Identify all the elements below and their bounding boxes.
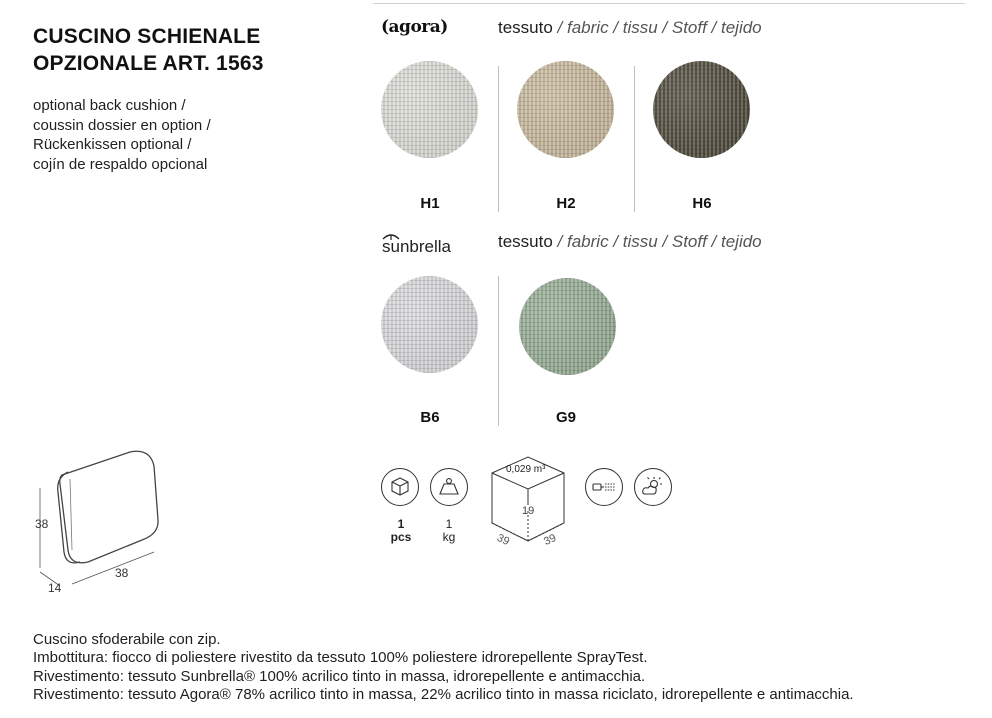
- dimension-width: 38: [115, 566, 129, 580]
- swatch-code-b6: B6: [420, 409, 440, 426]
- box-icon: [381, 468, 419, 506]
- top-divider: [373, 3, 965, 4]
- swatch-h6[interactable]: [653, 61, 750, 158]
- divider: [498, 276, 499, 426]
- sunbrella-fabric-header: [498, 232, 762, 252]
- umbrella-icon: [381, 231, 463, 257]
- dimension-height: 38: [35, 517, 49, 531]
- swatch-h2[interactable]: [517, 61, 614, 158]
- fabric-translations: / fabric / tissu / Stoff / tejido: [557, 18, 762, 37]
- dimension-depth: 14: [48, 581, 62, 595]
- product-title: [33, 23, 264, 77]
- pieces-info: [381, 518, 421, 544]
- package-volume: 0,029 m³: [506, 464, 546, 475]
- sunbrella-logo-text: sunbrella: [382, 237, 451, 256]
- package-width: 39: [495, 531, 512, 549]
- agora-logo: (agora): [381, 17, 448, 37]
- title-line-2: OPZIONALE ART. 1563: [33, 52, 264, 75]
- divider: [498, 66, 499, 212]
- agora-fabric-header: [498, 18, 762, 38]
- description-line: Rivestimento: tessuto Agora® 78% acrilico tinto in massa, 22% acrilico tinto in massa riciclato, idrorepellente e antimacchia.: [33, 686, 854, 704]
- subtitle-line: coussin dossier en option /: [33, 116, 211, 134]
- swatch-g9[interactable]: [519, 278, 616, 375]
- description-line: Rivestimento: tessuto Sunbrella® 100% acrilico tinto in massa, idrorepellente e antimacchia.: [33, 667, 646, 685]
- package-height: 19: [522, 505, 535, 517]
- swatch-b6[interactable]: [381, 276, 478, 373]
- swatch-h1[interactable]: [381, 61, 478, 158]
- weight-icon: [430, 468, 468, 506]
- weight-unit: kg: [442, 530, 456, 544]
- swatch-code-g9: G9: [555, 409, 576, 426]
- swatch-code-h6: H6: [692, 195, 712, 212]
- subtitle-line: optional back cushion /: [33, 97, 186, 114]
- pieces-unit: pcs: [390, 530, 412, 544]
- weight-info: [429, 518, 469, 544]
- swatch-code-h2: H2: [556, 195, 576, 212]
- sunbrella-logo: [381, 231, 463, 262]
- package-depth: 39: [542, 531, 559, 549]
- description-line: Imbottitura: fiocco di poliestere rivestito da tessuto 100% poliestere idrorepellente SprayTest.: [33, 649, 648, 667]
- fabric-translations: / fabric / tissu / Stoff / tejido: [557, 232, 762, 251]
- fabric-label: tessuto: [498, 232, 553, 251]
- subtitle-line: Rückenkissen optional /: [33, 136, 192, 153]
- description-line: Cuscino sfoderabile con zip.: [33, 631, 221, 648]
- subtitle-line: cojín de respaldo opcional: [33, 155, 208, 173]
- title-line-1: CUSCINO SCHIENALE: [33, 25, 261, 48]
- product-subtitle: [33, 96, 211, 174]
- product-description: [33, 631, 854, 705]
- swatch-code-h1: H1: [420, 195, 440, 212]
- weight-value: 1: [445, 517, 453, 531]
- zip-icon: [585, 468, 623, 506]
- divider: [634, 66, 635, 212]
- weather-icon: [634, 468, 672, 506]
- pieces-value: 1: [397, 517, 405, 531]
- fabric-label: tessuto: [498, 18, 553, 37]
